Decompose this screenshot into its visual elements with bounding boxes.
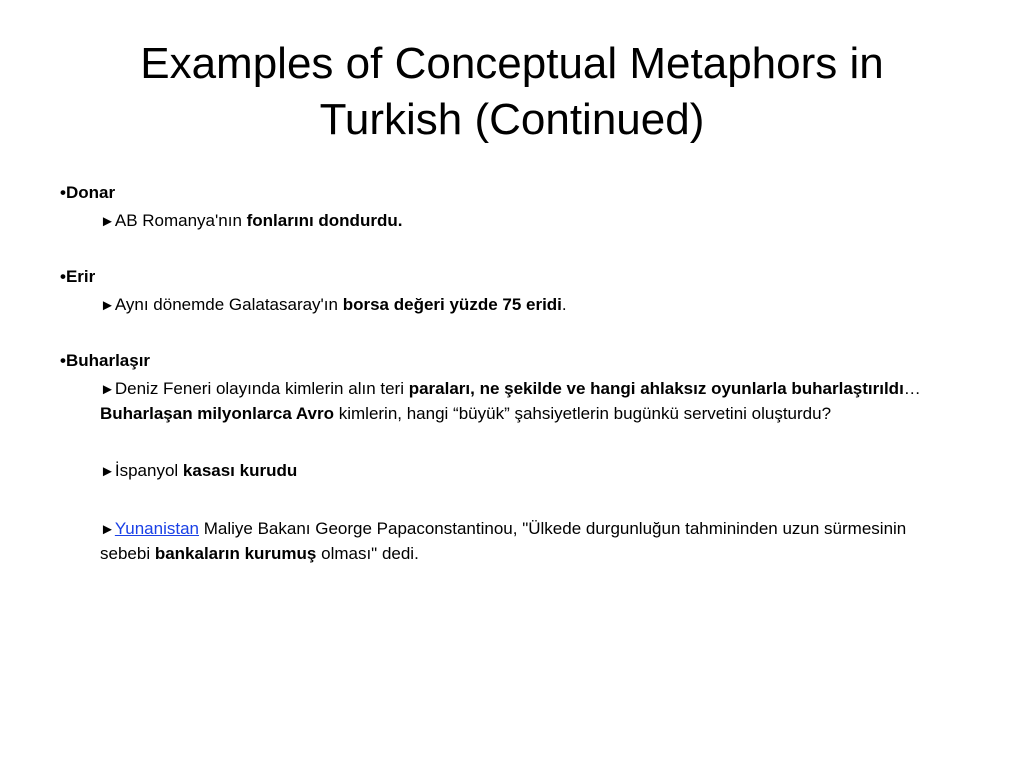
example-buharlasir-2	[100, 459, 930, 484]
example-erir-1	[100, 293, 930, 318]
example-text: Deniz Feneri olayında kimlerin alın teri	[114, 379, 409, 398]
example-text: .	[561, 295, 567, 314]
bullet-dot-icon: •	[60, 267, 66, 286]
bullet-buharlasir	[60, 348, 960, 374]
bullet-heading: Buharlaşır	[65, 351, 151, 370]
bullet-donar	[60, 180, 960, 206]
arrow-right-icon: ►	[100, 213, 115, 230]
example-text: Aynı dönemde Galatasaray'ın	[114, 295, 343, 314]
example-bold-text: borsa değeri yüzde 75 eridi	[342, 295, 562, 314]
example-text: …	[903, 379, 921, 398]
example-buharlasir-3	[100, 517, 930, 566]
example-bold-text: paraları, ne şekilde ve hangi ahlaksız oyunlarla buharlaştırıldı	[408, 379, 904, 398]
arrow-right-icon: ►	[100, 381, 115, 398]
bullet-dot-icon: •	[60, 183, 66, 202]
example-bold-text: fonlarını dondurdu.	[246, 211, 403, 230]
slide-title-line-1: Examples of Conceptual Metaphors in	[140, 39, 884, 88]
example-text: İspanyol	[114, 461, 183, 480]
bullet-heading: Erir	[65, 267, 96, 286]
arrow-right-icon: ►	[100, 463, 115, 480]
arrow-right-icon: ►	[100, 521, 115, 538]
example-bold-text: kasası kurudu	[182, 461, 298, 480]
example-bold-text: Buharlaşan milyonlarca Avro	[100, 404, 334, 423]
bullet-heading: Donar	[65, 183, 116, 202]
example-text: Maliye Bakanı George Papaconstantinou, "Ülkede durgunluğun tahmininden uzun sürmesinin sebebi	[100, 519, 907, 563]
arrow-right-icon: ►	[100, 297, 115, 314]
slide-title-line-2: Turkish (Continued)	[319, 95, 705, 144]
example-donar-1	[100, 209, 930, 234]
bullet-erir	[60, 264, 960, 290]
slide-title	[40, 36, 984, 148]
example-buharlasir-1	[100, 377, 930, 426]
example-text: kimlerin, hangi “büyük” şahsiyetlerin bugünkü servetini oluşturdu?	[334, 404, 832, 423]
slide-body	[60, 180, 960, 566]
bullet-dot-icon: •	[60, 351, 66, 370]
example-text: olması" dedi.	[316, 544, 419, 563]
example-text: AB Romanya'nın	[114, 211, 247, 230]
example-bold-text: bankaların kurumuş	[154, 544, 317, 563]
yunanistan-link[interactable]: Yunanistan	[114, 519, 199, 538]
